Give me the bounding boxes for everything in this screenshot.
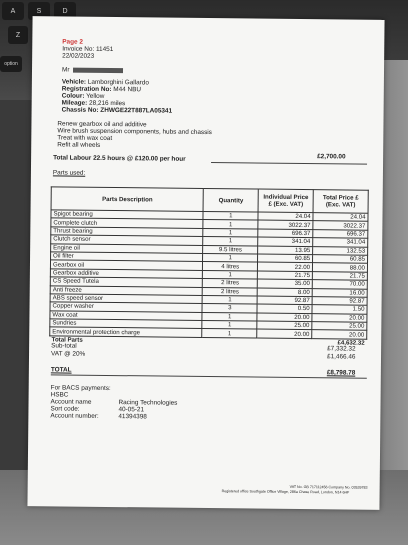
total-label: TOTAL bbox=[50, 366, 72, 374]
part-total-price: 88.00 bbox=[313, 263, 368, 272]
part-quantity: 4 litres bbox=[203, 262, 258, 271]
part-quantity: 1 bbox=[203, 253, 258, 262]
invoice-number: Invoice No: 11451 bbox=[62, 45, 114, 54]
part-total-price: 25.00 bbox=[312, 322, 367, 331]
work-item: Refit all wheels bbox=[57, 141, 101, 149]
part-description: Environmental protection charge bbox=[50, 327, 202, 337]
col-quantity: Quantity bbox=[203, 188, 258, 212]
part-total-price: 16.00 bbox=[312, 288, 367, 297]
total-parts-label: Total Parts bbox=[51, 336, 83, 344]
parts-used-label: Parts used: bbox=[52, 169, 86, 177]
colour-line: Colour: Yellow bbox=[61, 92, 105, 100]
work-item: Treat with wax coat bbox=[57, 134, 113, 143]
bank-name: HSBC bbox=[50, 391, 69, 399]
footer-vat-company: VAT No. GB 717112456 Company No. 03539783 bbox=[289, 484, 368, 490]
bacs-label: For BACS payments: bbox=[50, 384, 111, 393]
registration-line: Registration No: M44 NBU bbox=[61, 85, 142, 94]
invoice-page bbox=[27, 16, 384, 510]
part-quantity: 1 bbox=[202, 295, 257, 304]
work-item: Renew gearbox oil and additive bbox=[57, 120, 147, 129]
part-total-price: 21.75 bbox=[312, 271, 367, 280]
part-quantity: 9.5 litres bbox=[203, 245, 258, 254]
part-unit-price: 20.00 bbox=[257, 313, 312, 322]
parts-table bbox=[49, 186, 369, 347]
part-description: ABS speed sensor bbox=[50, 294, 202, 304]
key-d: D bbox=[54, 2, 76, 20]
part-unit-price: 25.00 bbox=[257, 321, 312, 330]
part-description: Wax coat bbox=[50, 311, 202, 321]
part-quantity: 1 bbox=[203, 220, 258, 229]
part-quantity: 2 litres bbox=[203, 287, 258, 296]
total-underline bbox=[51, 374, 367, 378]
parts-header-row bbox=[51, 187, 368, 213]
part-unit-price: 341.04 bbox=[258, 237, 313, 246]
customer-name: Mr bbox=[62, 66, 123, 74]
part-description: Copper washer bbox=[50, 302, 202, 312]
part-total-price: 1.50 bbox=[312, 305, 367, 314]
part-description: Oil filter bbox=[51, 252, 203, 262]
part-total-price: 3022.37 bbox=[313, 221, 368, 230]
part-unit-price: 92.87 bbox=[257, 296, 312, 305]
work-item: Wire brush suspension components, hubs and chassis bbox=[57, 127, 212, 137]
part-total-price: 20.00 bbox=[312, 330, 367, 339]
mileage-line: Mileage: 28,216 miles bbox=[61, 99, 126, 108]
part-description: Sundries bbox=[50, 319, 202, 329]
page-number: Page 2 bbox=[62, 38, 83, 46]
account-number-label: Account number: bbox=[50, 412, 99, 420]
part-unit-price: 22.00 bbox=[258, 262, 313, 271]
sort-code-label: Sort code: bbox=[50, 405, 80, 413]
part-total-price: 92.87 bbox=[312, 297, 367, 306]
account-name-label: Account name bbox=[50, 398, 92, 406]
part-quantity: 1 bbox=[203, 228, 258, 237]
key-option: option bbox=[0, 56, 22, 72]
part-unit-price: 696.37 bbox=[258, 229, 313, 238]
part-total-price: 132.53 bbox=[313, 246, 368, 255]
part-total-price: 70.00 bbox=[312, 280, 367, 289]
labour-label: Total Labour 22.5 hours @ £120.00 per hour bbox=[53, 154, 186, 163]
part-quantity: 1 bbox=[202, 321, 257, 330]
part-unit-price: 21.75 bbox=[258, 271, 313, 280]
col-description: Parts Description bbox=[51, 187, 204, 212]
part-description: CS Speed Tutela bbox=[50, 277, 202, 287]
key-s: S bbox=[28, 2, 50, 20]
part-description: Clutch sensor bbox=[51, 235, 203, 245]
subtotal-value: £7,332.32 bbox=[327, 345, 356, 353]
footer-registered-office: Registered office Southgate Office Village, 286a Chase Road, London, N14 6HF bbox=[221, 489, 350, 495]
part-unit-price: 3022.37 bbox=[258, 220, 313, 229]
labour-total: £2,700.00 bbox=[317, 153, 346, 161]
part-unit-price: 35.00 bbox=[257, 279, 312, 288]
account-number-value: 41394398 bbox=[118, 413, 147, 421]
part-description: Engine oil bbox=[51, 243, 203, 253]
part-quantity: 1 bbox=[202, 312, 257, 321]
part-quantity: 1 bbox=[203, 237, 258, 246]
account-name-value: Racing Technologies bbox=[118, 399, 178, 407]
part-total-price: 341.04 bbox=[313, 238, 368, 247]
part-quantity: 1 bbox=[203, 211, 258, 220]
part-description: Thrust bearing bbox=[51, 227, 203, 237]
part-total-price: 24.04 bbox=[313, 213, 368, 222]
part-unit-price: 60.85 bbox=[258, 254, 313, 263]
vat-value: £1,466.46 bbox=[326, 353, 356, 361]
part-unit-price: 8.00 bbox=[257, 288, 312, 297]
part-unit-price: 20.00 bbox=[257, 330, 312, 339]
vat-label: VAT @ 20% bbox=[51, 350, 86, 358]
part-unit-price: 13.95 bbox=[258, 246, 313, 255]
part-quantity: 1 bbox=[202, 329, 257, 338]
part-unit-price: 0.50 bbox=[257, 304, 312, 313]
part-description: Gearbox additive bbox=[50, 269, 202, 279]
part-unit-price: 24.04 bbox=[258, 212, 313, 221]
part-description: Anti freeze bbox=[50, 285, 202, 295]
sort-code-value: 40-05-21 bbox=[118, 406, 145, 414]
part-description: Spigot bearing bbox=[51, 210, 203, 220]
part-quantity: 3 bbox=[202, 304, 257, 313]
invoice-date: 22/02/2023 bbox=[62, 52, 95, 60]
labour-underline bbox=[211, 162, 367, 165]
part-total-price: 60.85 bbox=[313, 255, 368, 264]
part-quantity: 1 bbox=[203, 270, 258, 279]
chassis-line: Chassis No: ZHWGE22T887LA05341 bbox=[61, 106, 173, 115]
part-total-price: 696.37 bbox=[313, 229, 368, 238]
key-a: A bbox=[2, 2, 24, 20]
part-quantity: 2 litres bbox=[203, 279, 258, 288]
vehicle-line: Vehicle: Lamborghini Gallardo bbox=[61, 78, 149, 87]
col-total-price: Total Price £ (Exc. VAT) bbox=[313, 190, 368, 214]
total-parts-value: £4,632.32 bbox=[337, 339, 365, 347]
total-value: £8,798.78 bbox=[326, 369, 356, 377]
key-z: Z bbox=[8, 26, 28, 44]
part-total-price: 20.00 bbox=[312, 313, 367, 322]
part-description: Gearbox oil bbox=[50, 260, 202, 270]
subtotal-label: Sub-total bbox=[51, 342, 77, 350]
part-description: Complete clutch bbox=[51, 218, 203, 228]
col-unit-price: Individual Price £ (Exc. VAT) bbox=[258, 189, 313, 213]
